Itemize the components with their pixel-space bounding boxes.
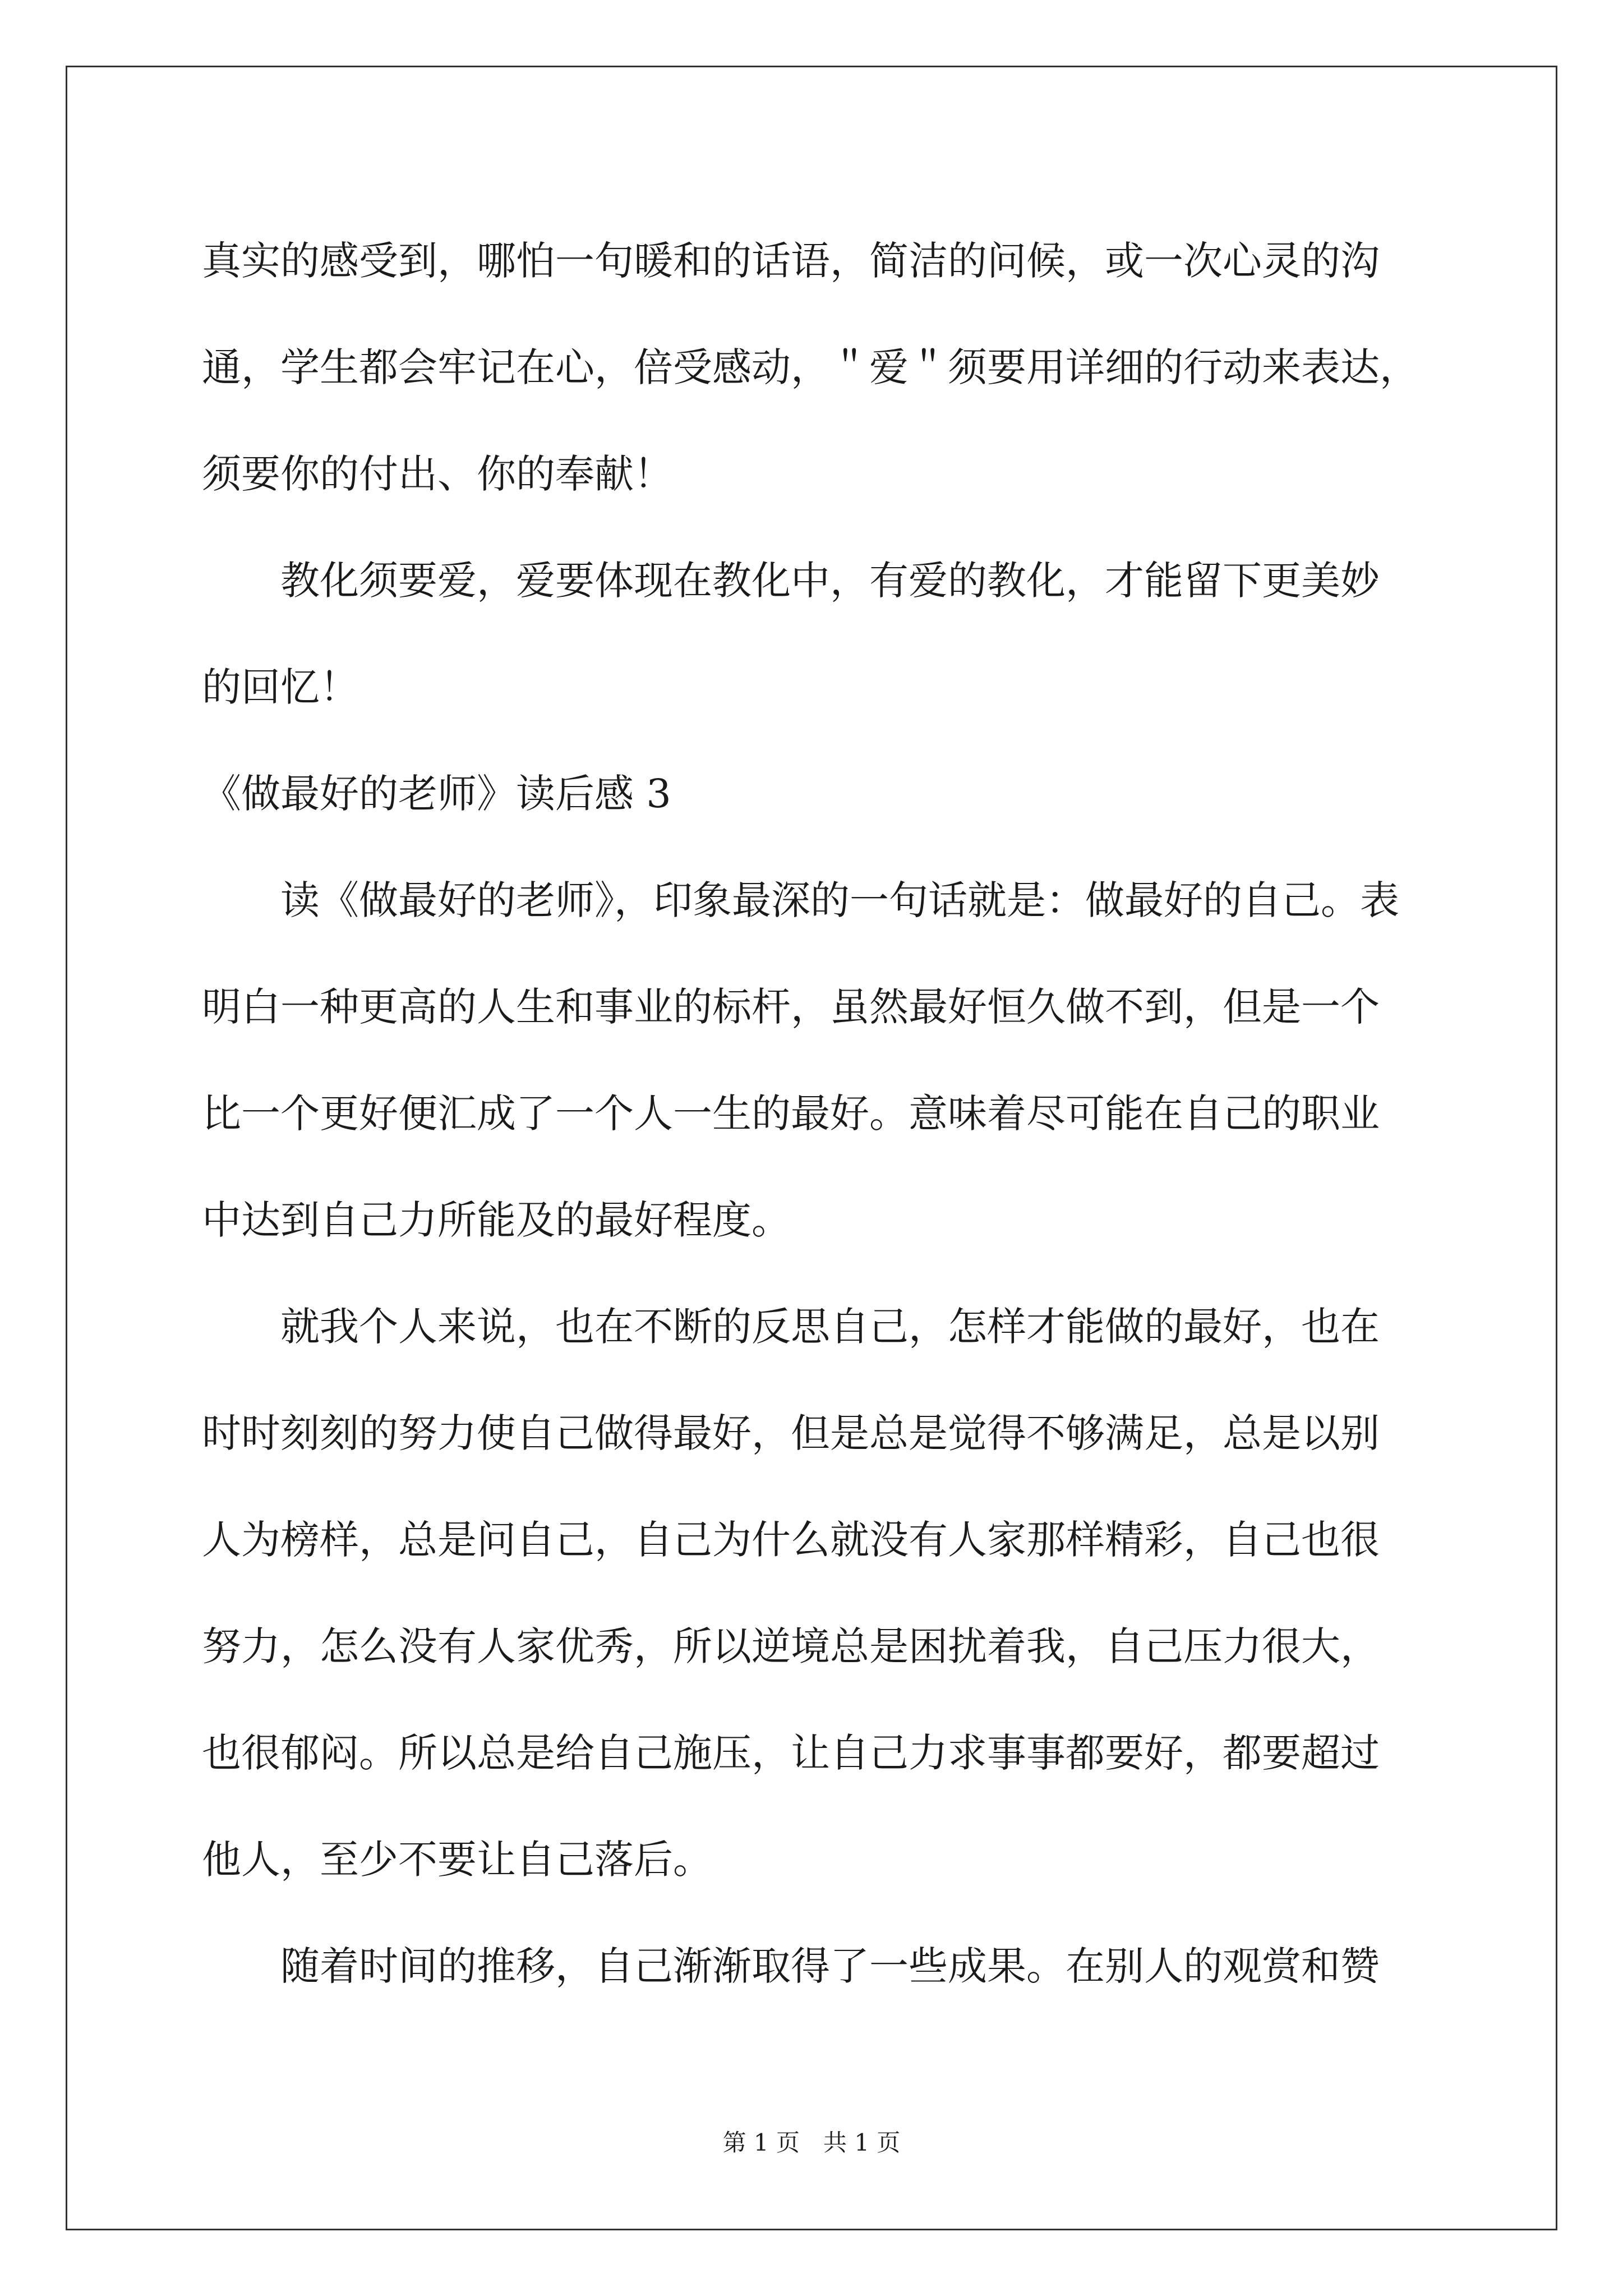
text-line: 努力，怎么没有人家优秀，所以逆境总是困扰着我，自己压力很大，	[202, 1623, 1380, 1669]
text-line: 须要你的付出、你的奉献！	[202, 451, 673, 497]
text-line: 明白一种更高的人生和事业的标杆，虽然最好恒久做不到，但是一个	[202, 984, 1380, 1030]
text-line: 也很郁闷。所以总是给自己施压，让自己力求事事都要好，都要超过	[202, 1730, 1380, 1776]
text-line: 教化须要爱，爱要体现在教化中，有爱的教化，才能留下更美妙	[280, 558, 1380, 604]
text-line: 他人，至少不要让自己落后。	[202, 1837, 712, 1883]
text-line: 的回忆！	[202, 664, 359, 710]
document-body	[202, 208, 1436, 2019]
text-line: 中达到自己力所能及的最好程度。	[202, 1197, 791, 1243]
text-line: 随着时间的推移，自己渐渐取得了一些成果。在别人的观赏和赞	[280, 1943, 1380, 1989]
text-line: 时时刻刻的努力使自己做得最好，但是总是觉得不够满足，总是以别	[202, 1410, 1380, 1456]
page-footer: 第 1 页 共 1 页	[722, 2129, 901, 2156]
text-line: 就我个人来说，也在不断的反思自己，怎样才能做的最好，也在	[280, 1304, 1380, 1350]
section-heading: 《做最好的老师》读后感 3	[202, 771, 671, 817]
text-line: 真实的感受到，哪怕一句暖和的话语，简洁的问候，或一次心灵的沟	[202, 238, 1380, 284]
text-line: 人为榜样，总是问自己，自己为什么就没有人家那样精彩，自己也很	[202, 1517, 1380, 1563]
text-line: 比一个更好便汇成了一个人一生的最好。意味着尽可能在自己的职业	[202, 1091, 1380, 1137]
text-line: 通，学生都会牢记在心，倍受感动，＂爱＂须要用详细的行动来表达，	[202, 344, 1419, 390]
text-line: 读《做最好的老师》，印象最深的一句话就是：做最好的自己。表	[280, 877, 1399, 923]
